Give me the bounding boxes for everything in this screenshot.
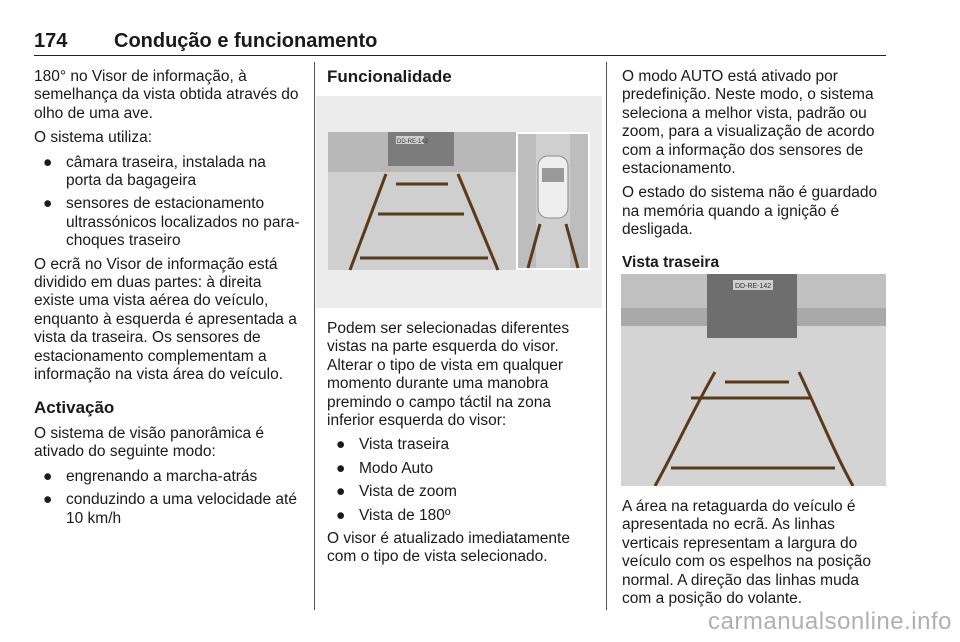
section-heading: Funcionalidade [327, 67, 452, 86]
bullet-icon: ● [43, 153, 53, 171]
header-rule [34, 55, 886, 56]
column-2 [327, 68, 591, 94]
paragraph: O sistema de visão panorâmica é ativado do seguinte modo: [34, 424, 265, 461]
list-item: ● Vista de zoom [336, 483, 457, 501]
bullet-icon: ● [336, 436, 346, 454]
license-plate: DD-RE-142 [735, 283, 772, 290]
list-item: ● Modo Auto [336, 459, 434, 477]
section-heading: Activação [34, 397, 115, 417]
list-item: ● engrenando a marcha-atrás [43, 467, 258, 485]
paragraph: A área na retaguarda do veículo é apresentada no ecrã. As linhas verticais representam a largura do veículo com os espelhos na posição normal. A direção das linhas muda com a posição do volante. [622, 498, 872, 608]
list-item: ● Vista traseira [336, 436, 450, 454]
bullet-icon: ● [43, 491, 53, 509]
bullet-icon: ● [336, 506, 346, 524]
column-1 [34, 68, 302, 533]
list-item: ● sensores de estacionamento ultrassónicos localizados no para-choques traseiro [43, 195, 300, 250]
paragraph: O visor é atualizado imediatamente com o tipo de vista selecionado. [327, 530, 570, 566]
column-3-text [622, 498, 886, 614]
watermark: carmanualsonline.info [708, 608, 952, 635]
bullet-icon: ● [336, 483, 346, 501]
bullet-icon: ● [43, 195, 53, 213]
page-header [34, 30, 886, 52]
column-divider-2 [606, 62, 607, 610]
paragraph: O estado do sistema não é guardado na memória quando a ignição é desligada. [622, 184, 878, 239]
section-heading: Vista traseira [622, 253, 720, 271]
column-divider-1 [314, 62, 315, 610]
paragraph: O ecrã no Visor de informação está dividido em duas partes: à direita existe uma vista aérea do veículo, enquanto à esquerda é apresentada a vista da traseira. Os sensores de estacionamento complementam a informação na vista área do veículo. [34, 255, 297, 384]
paragraph: O modo AUTO está ativado por predefinição. Neste modo, o sistema seleciona a melhor vista, padrão ou zoom, para a visualização de acordo com a informação dos sensores de estacionamento. [622, 68, 875, 178]
list-item: ● câmara traseira, instalada na porta da bagageira [43, 153, 266, 190]
license-plate: DD-RE-142 [397, 139, 429, 145]
paragraph: Podem ser selecionadas diferentes vistas na parte esquerda do visor. Alterar o tipo de vista em qualquer momento durante uma manobra premindo o campo táctil na zona inferior esquerda do visor: [327, 320, 570, 430]
paragraph: O sistema utiliza: [34, 129, 153, 147]
bullet-icon: ● [43, 467, 53, 485]
rear-view-figure [621, 274, 886, 486]
column-2-text [327, 320, 591, 573]
bullet-icon: ● [336, 459, 346, 477]
page-number: 174 [34, 30, 68, 52]
surround-view-figure [316, 96, 602, 308]
list-item: ● conduzindo a uma velocidade até 10 km/h [43, 491, 297, 527]
list-item: ● Vista de 180º [336, 506, 451, 524]
column-3 [622, 68, 886, 272]
chapter-title: Condução e funcionamento [114, 30, 378, 52]
paragraph: 180° no Visor de informação, à semelhança da vista obtida através do olho de uma ave. [34, 68, 299, 122]
